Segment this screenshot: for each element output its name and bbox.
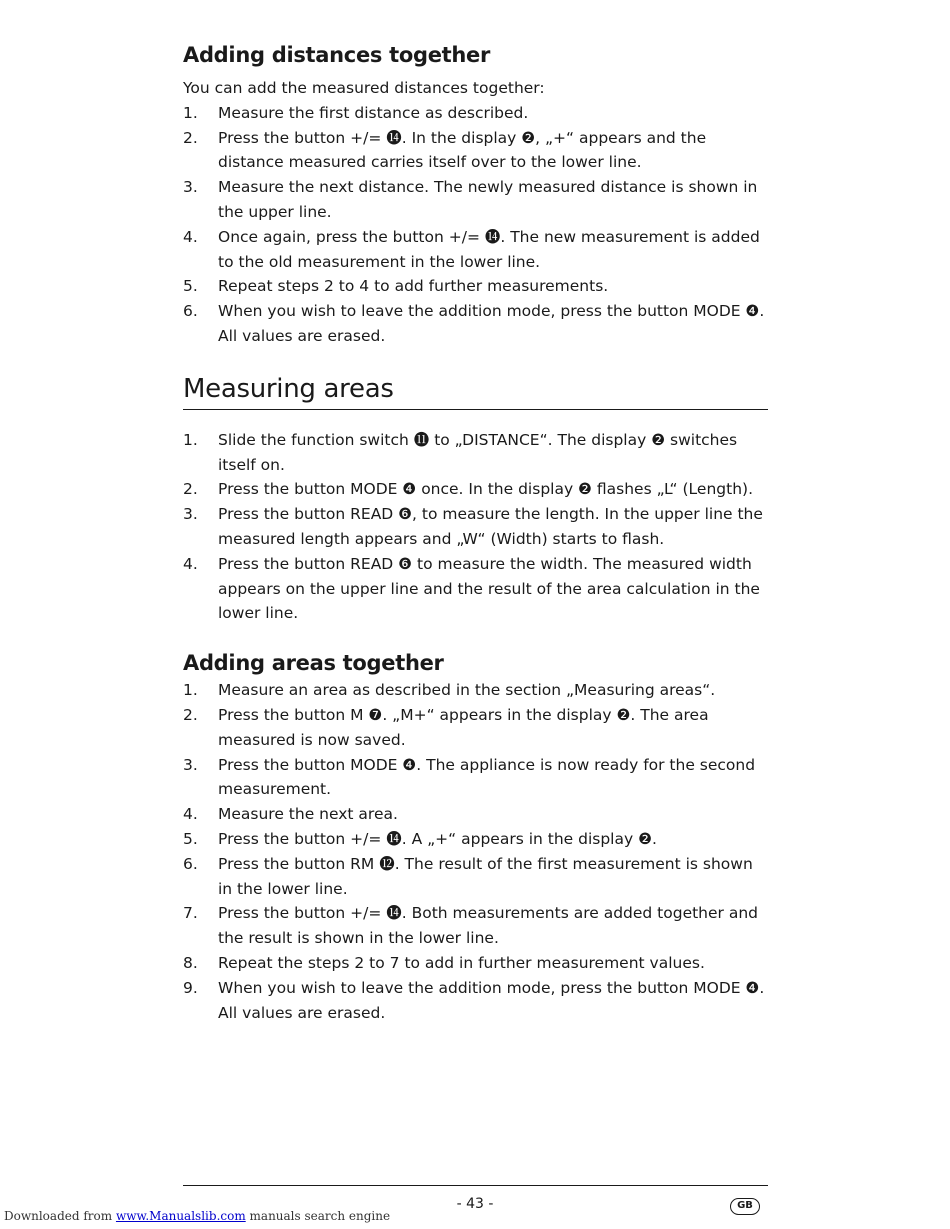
- intro-text: You can add the measured distances together:: [183, 79, 545, 97]
- list-item: 1. Measure the first distance as described.: [183, 103, 529, 122]
- list-item: 1. Measure an area as described in the section „Measuring areas“.: [183, 681, 716, 700]
- list-item: 8. Repeat the steps 2 to 7 to add in further measurement values.: [183, 953, 705, 972]
- list-item: 4. Once again, press the button +/= ⓮. The new measurement is added to the old measurement in the lower line.: [183, 227, 760, 271]
- steps-list-adding-areas: [183, 678, 768, 1025]
- list-item: 7. Press the button +/= ⓮. Both measurements are added together and the result is shown in the lower line.: [183, 904, 759, 948]
- heading-adding-areas: Adding areas together: [183, 651, 444, 676]
- list-item: 9. When you wish to leave the addition mode, press the button MODE ❹. All values are erased.: [183, 978, 765, 1022]
- list-item: 4. Press the button READ ❻ to measure the width. The measured width appears on the upper line and the result of the area calculation in the lower line.: [183, 554, 760, 623]
- list-item: 2. Press the button MODE ❹ once. In the display ❷ flashes „L“ (Length).: [183, 480, 753, 499]
- list-item: 3. Press the button MODE ❹. The appliance is now ready for the second measurement.: [183, 755, 756, 799]
- steps-list-distances: [183, 101, 768, 349]
- list-item: 1. Slide the function switch ⓫ to „DISTANCE“. The display ❷ switches itself on.: [183, 430, 738, 474]
- list-item: 6. Press the button RM ⓬. The result of the first measurement is shown in the lower line.: [183, 854, 753, 898]
- list-item: 3. Press the button READ ❻, to measure the length. In the upper line the measured length appears and „W“ (Width) starts to flash.: [183, 505, 763, 548]
- list-item: 6. When you wish to leave the addition mode, press the button MODE ❹. All values are erased.: [183, 302, 765, 345]
- page-content: [183, 40, 768, 1025]
- footer-divider: [183, 1185, 768, 1186]
- page-number: - 43 -: [456, 1196, 494, 1212]
- list-item: 2. Press the button M ❼. „M+“ appears in the display ❷. The area measured is now saved.: [183, 705, 709, 749]
- list-item: 5. Repeat steps 2 to 4 to add further measurements.: [183, 277, 609, 296]
- list-item: 5. Press the button +/= ⓮. A „+“ appears in the display ❷.: [183, 829, 657, 848]
- list-item: 3. Measure the next distance. The newly measured distance is shown in the upper line.: [183, 178, 758, 221]
- list-item: 2. Press the button +/= ⓮. In the display ❷, „+“ appears and the distance measured carries itself over to the lower line.: [183, 128, 707, 172]
- manualslib-link[interactable]: www.Manualslib.com: [115, 1209, 246, 1223]
- download-suffix: manuals search engine: [249, 1209, 391, 1223]
- list-item: 4. Measure the next area.: [183, 805, 398, 824]
- heading-adding-distances: Adding distances together: [183, 43, 491, 67]
- heading-measuring-areas: Measuring areas: [183, 373, 394, 404]
- download-prefix: Downloaded from: [4, 1209, 113, 1223]
- language-badge: GB: [730, 1198, 760, 1215]
- download-note: [4, 1209, 390, 1223]
- steps-list-areas: [183, 428, 768, 626]
